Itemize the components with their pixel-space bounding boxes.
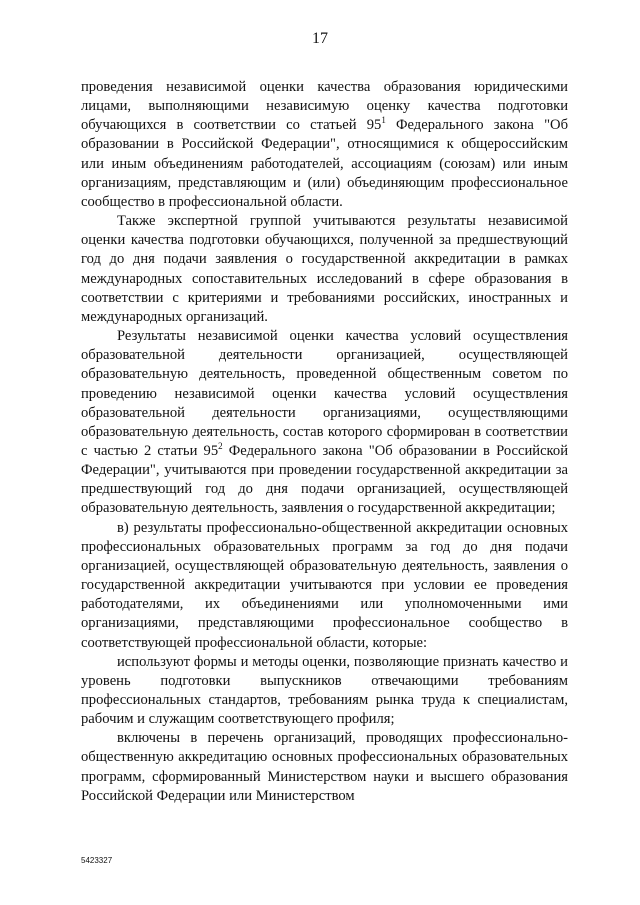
paragraph [81, 519, 568, 653]
paragraph-text: Результаты независимой оценки качества условий осуществления образовательной деятельности организацией, осуществляющей образовательную деятельность, проведенной общественным советом по проведению независимой оценки качества условий осуществления образовательной деятельности организациями, осуществляющими образовательную деятельность, состав которого сформирован в соответствии с частью 2 статьи 95 [81, 328, 568, 459]
paragraph [81, 212, 568, 327]
paragraph [81, 729, 568, 806]
paragraph-text: в) результаты профессионально-общественной аккредитации основных профессиональных образовательных программ за год до дня подачи организацией, осуществляющей образовательную деятельность, заявления о государственной аккредитации учитываются при условии ее проведения работодателями, их объединениями или уполномоченными ими организациями, представляющими профессиональное сообщество в соответствующей профессиональной области, которые: [81, 519, 568, 651]
paragraph-text: Федерального закона "Об образовании в Российской Федерации", учитываются при проведении государственной аккредитации за предшествующий год до дня подачи организацией, осуществляющей образовательную деятельность, заявления о государственной аккредитации; [81, 442, 569, 517]
paragraph [81, 78, 568, 212]
paragraph-text: включены в перечень организаций, проводящих профессионально-общественную аккредитацию основных профессиональных образовательных программ, сформированный Министерством науки и высшего образования Российской Федерации или Министерством [81, 730, 568, 804]
paragraph [81, 653, 568, 730]
paragraph-text: проведения независимой оценки качества образования юридическими лицами, выполняющими независимую оценку качества подготовки обучающихся в соответствии со статьей 95 [81, 79, 568, 134]
paragraph-text: Также экспертной группой учитываются результаты независимой оценки качества подготовки обучающихся, полученной за предшествующий год до дня подачи заявления о государственной аккредитации в рамках международных сопоставительных исследований в сфере образования в соответствии с критериями и требованиями российских, иностранных и международных организаций. [81, 213, 568, 325]
document-body [81, 78, 568, 806]
paragraph-text: используют формы и методы оценки, позволяющие признать качество и уровень подготовки выпускников отвечающими требованиям профессиональных стандартов, требованиям рынка труда к специалистам, рабочим и служащим соответствующего профиля; [81, 653, 568, 728]
document-code: 5423327 [81, 856, 113, 865]
paragraph-text: Федерального закона "Об образовании в Российской Федерации", относящимися к общероссийским или иным объединениям работодателей, ассоциациям (союзам) или иным организациям, представляющим и (или) объединяющим профессиональное сообщество в профессиональной области. [81, 117, 568, 210]
page-number: 17 [312, 30, 328, 47]
footnote-superscript: 2 [218, 440, 223, 451]
footnote-superscript: 1 [381, 115, 386, 126]
paragraph [81, 327, 568, 519]
